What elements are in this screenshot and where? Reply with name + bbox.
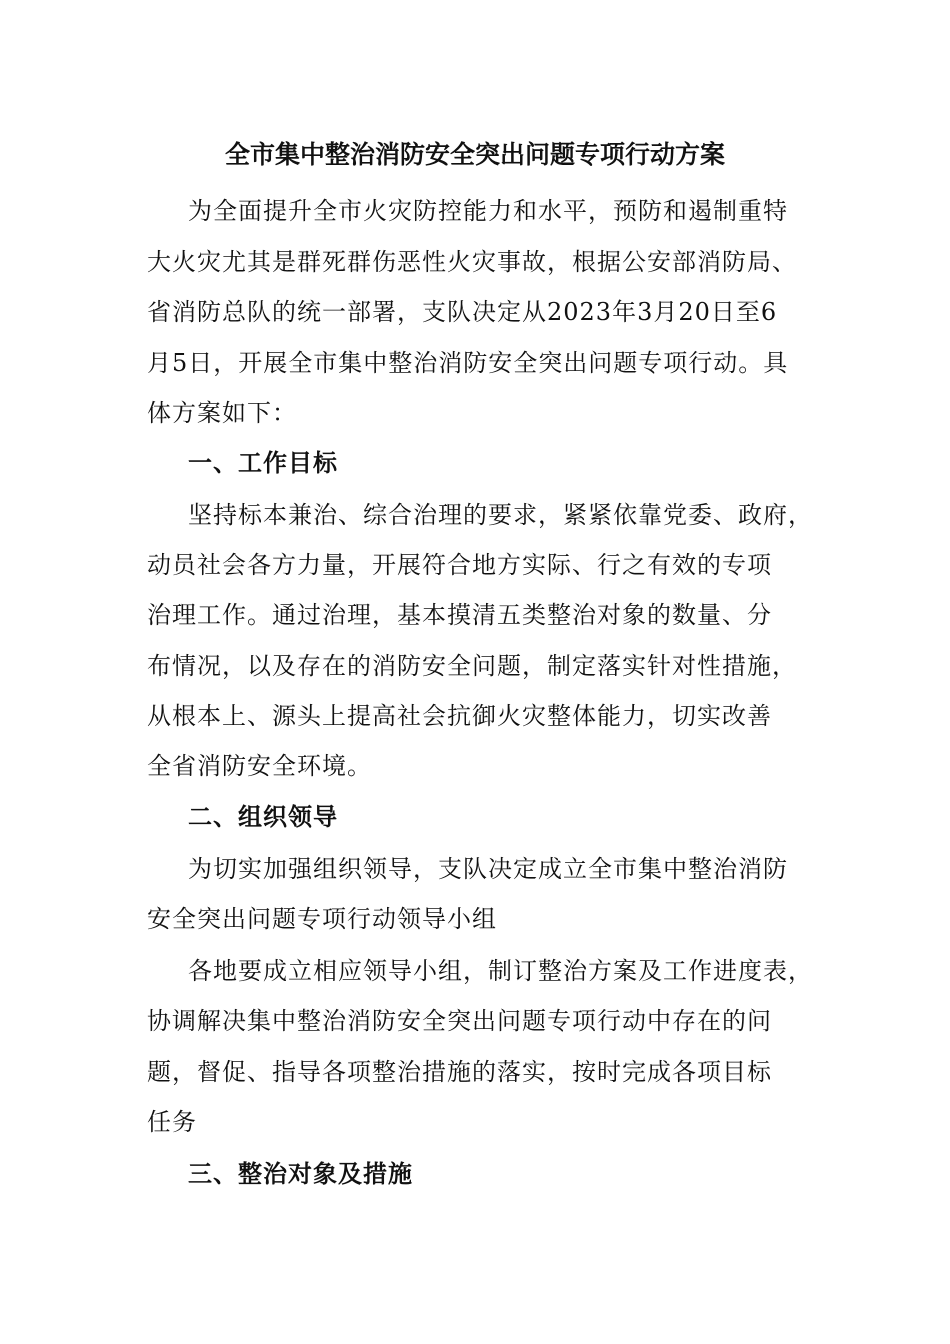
intro-line: 大火灾尤其是群死群伤恶性火灾事故，根据公安部消防局、	[147, 248, 797, 276]
leadership-line: 为切实加强组织领导，支队决定成立全市集中整治消防	[188, 855, 788, 883]
intro-line: 为全面提升全市火灾防控能力和水平，预防和遏制重特	[188, 197, 788, 225]
section-heading-targets: 三、整治对象及措施	[188, 1160, 413, 1188]
leadership-line: 各地要成立相应领导小组，制订整治方案及工作进度表，	[188, 957, 813, 985]
leadership-line: 任务	[147, 1108, 197, 1136]
intro-line: 月5日，开展全市集中整治消防安全突出问题专项行动。具	[147, 349, 789, 377]
goals-line: 坚持标本兼治、综合治理的要求，紧紧依靠党委、政府，	[188, 501, 813, 529]
document-title: 全市集中整治消防安全突出问题专项行动方案	[224, 140, 725, 169]
intro-line: 省消防总队的统一部署，支队决定从2023年3月20日至6	[147, 298, 778, 326]
leadership-line: 题，督促、指导各项整治措施的落实，按时完成各项目标	[147, 1058, 772, 1086]
goals-line: 从根本上、源头上提高社会抗御火灾整体能力，切实改善	[147, 702, 772, 730]
goals-line: 动员社会各方力量，开展符合地方实际、行之有效的专项	[147, 551, 772, 579]
goals-line: 治理工作。通过治理，基本摸清五类整治对象的数量、分	[147, 601, 772, 629]
section-heading-leadership: 二、组织领导	[188, 803, 338, 831]
goals-line: 全省消防安全环境。	[147, 752, 372, 780]
leadership-line: 安全突出问题专项行动领导小组	[147, 905, 497, 933]
leadership-line: 协调解决集中整治消防安全突出问题专项行动中存在的问	[147, 1007, 772, 1035]
goals-line: 布情况，以及存在的消防安全问题，制定落实针对性措施，	[147, 652, 797, 680]
intro-line: 体方案如下：	[147, 399, 297, 427]
section-heading-goals: 一、工作目标	[188, 449, 338, 477]
